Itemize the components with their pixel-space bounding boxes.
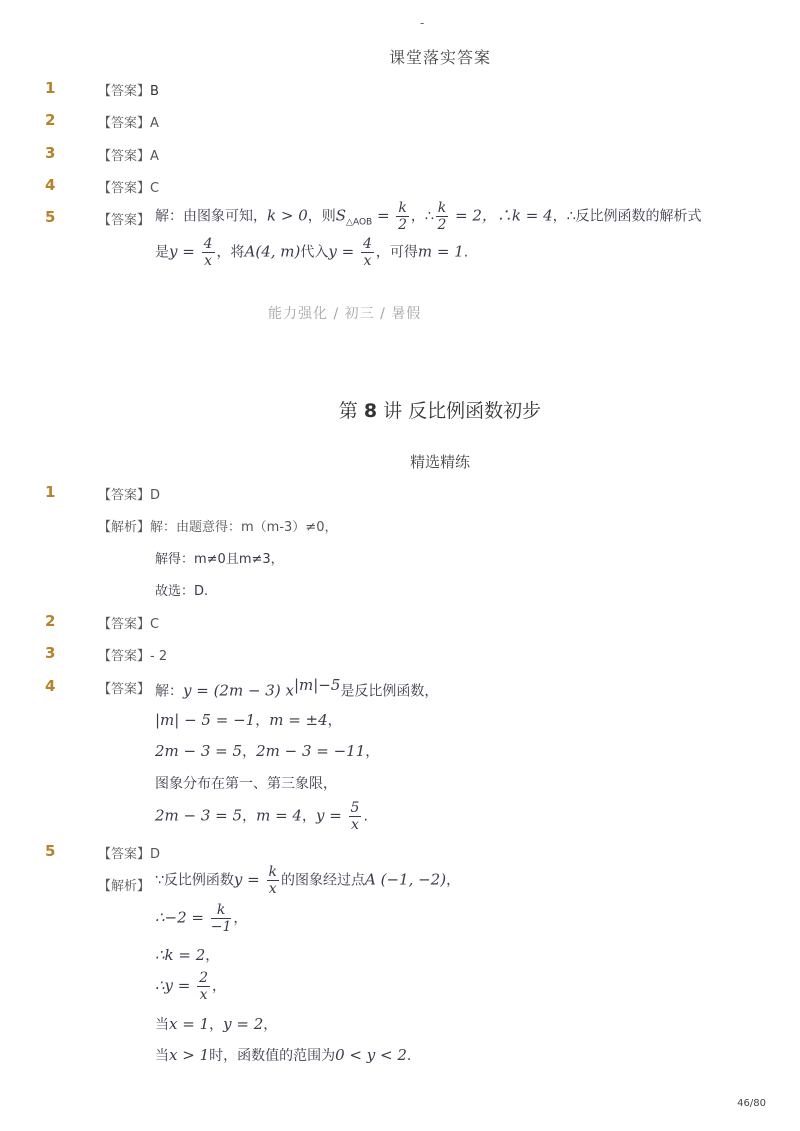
answer-tag: 【答案】 [98, 682, 151, 697]
answer-tag: 【答案】D [98, 847, 161, 862]
answer-label: 【答案】 [98, 149, 151, 164]
question-number: 1 [45, 483, 56, 501]
analysis-line-5: 当x = 1，y = 2， [155, 1015, 278, 1033]
fraction-4-over-x: $\frac{4}{x}$ [203, 236, 213, 269]
answer-tag: 【答案】C [98, 617, 160, 632]
analysis-line-2: ∴−2 = $\frac{k}{-1}$ ， [155, 902, 248, 935]
answer-tag [98, 80, 159, 99]
answer-tag [98, 145, 159, 164]
analysis-line-3: 故选：D. [155, 584, 209, 599]
answer-tag [98, 177, 159, 196]
answer-label: 【答案】 [98, 181, 151, 196]
page-number: 46/80 [737, 1098, 766, 1109]
fraction-5-over-x: $\frac{5}{x}$ [350, 800, 360, 833]
analysis-line-1: 解：由题意得：m（m-3）≠0， [150, 520, 338, 535]
analysis-line-1: ∵反比例函数y = $\frac{k}{x}$ 的图象经过点A (−1, −2)， [155, 864, 461, 897]
section-subtitle: 精选精练 [409, 453, 470, 471]
answer-value: D [150, 488, 161, 503]
question-number: 4 [45, 677, 56, 695]
answer-label: 【答案】 [98, 84, 151, 99]
solution-line-2: |m| − 5 = −1，m = ±4， [155, 711, 342, 729]
answer-value: C [150, 617, 160, 632]
lecture-title: 第 8 讲 反比例函数初步 [338, 400, 542, 422]
question-number: 4 [45, 176, 56, 194]
answer-value: B [150, 84, 159, 99]
solution-line-2: 是y = $\frac{4}{x}$ ，将A(4, m)代入y = $\frac{4}{x}$ ，可得m = 1. [155, 236, 469, 269]
analysis-tag: 【解析】 [98, 879, 151, 894]
fraction-k-over-x: $\frac{k}{x}$ [268, 864, 277, 897]
answer-tag: 【答案】D [98, 488, 161, 503]
solution-line-1: 解：y = (2m − 3) $x^{|m|-5}$是反比例函数， [155, 676, 439, 700]
question-number: 2 [45, 612, 56, 630]
question-number: 5 [45, 842, 56, 860]
answer-tag: 【答案】- 2 [98, 649, 168, 664]
answer-value: - 2 [150, 649, 168, 664]
question-number: 5 [45, 208, 56, 226]
answer-tag: 【答案】 [98, 213, 151, 228]
answer-value: D [150, 847, 161, 862]
answer-value: C [150, 181, 160, 196]
question-number: 3 [45, 144, 56, 162]
solution-line-3: 2m − 3 = 5，2m − 3 = −11， [155, 742, 380, 760]
section-title-classroom-answers: 课堂落实答案 [388, 48, 491, 67]
analysis-line-4: ∴y = $\frac{2}{x}$ ， [155, 970, 227, 1003]
running-footer: 能力强化 / 初三 / 暑假 [268, 306, 422, 322]
analysis-line-2: 解得：m≠0且m≠3， [155, 552, 284, 567]
analysis-line-6: 当x > 1时，函数值的范围为0 < y < 2. [155, 1046, 412, 1064]
fraction-2-over-x: $\frac{2}{x}$ [199, 970, 209, 1003]
solution-line-5: 2m − 3 = 5，m = 4，y = $\frac{5}{x}$ . [155, 800, 368, 833]
fraction-k-over-neg1: $\frac{k}{-1}$ [210, 902, 232, 935]
solution-line-1: 解：由图象可知，k > 0，则$S_{\triangle AOB}$ = $\frac{k}{2}$ ，∴ $\frac{k}{2}$ = 2，∴k = 4，∴反比例函数的解析式 [155, 200, 702, 233]
fraction-4-over-x: $\frac{4}{x}$ [362, 236, 372, 269]
question-number: 1 [45, 79, 56, 97]
answer-value: A [150, 116, 159, 131]
header-dash: - [420, 16, 425, 30]
question-number: 3 [45, 644, 56, 662]
fraction-k-over-2: $\frac{k}{2}$ [398, 200, 408, 233]
answer-value: A [150, 149, 159, 164]
fraction-k-over-2: $\frac{k}{2}$ [437, 200, 447, 233]
answer-label: 【答案】 [98, 116, 151, 131]
answer-tag [98, 112, 159, 131]
question-number: 2 [45, 111, 56, 129]
solution-line-4: 图象分布在第一、第三象限， [155, 776, 337, 792]
analysis-line-3: ∴k = 2， [155, 946, 220, 964]
analysis-tag: 【解析】解：由题意得：m（m-3）≠0， [98, 520, 338, 535]
